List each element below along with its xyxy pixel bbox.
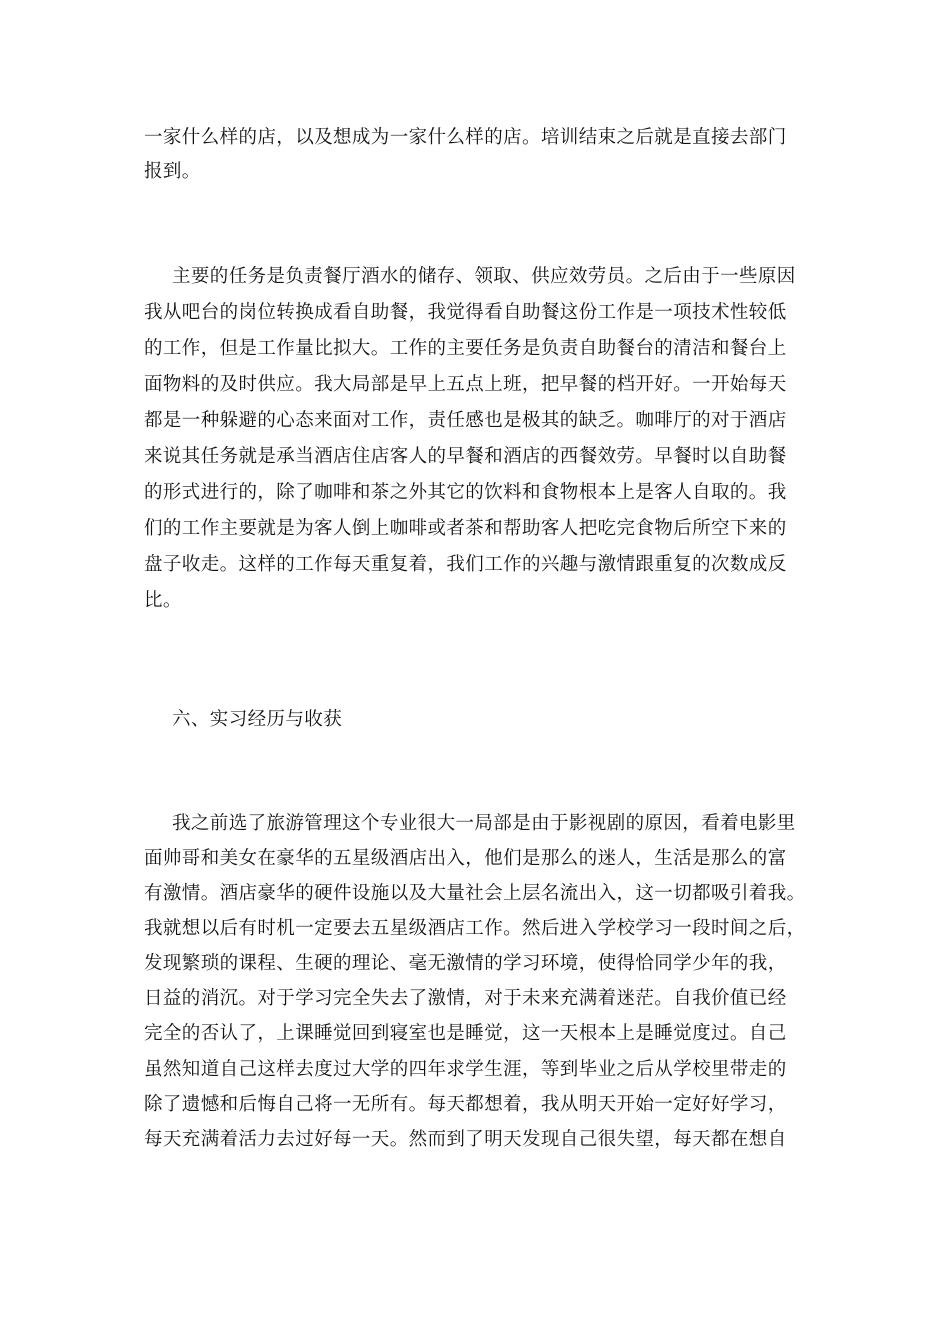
paragraph-3-line-7: 完全的否认了，上课睡觉回到寝室也是睡觉，这一天根本上是睡觉度过。自己	[144, 1023, 787, 1044]
section-heading: 六、实习经历与收获	[172, 709, 343, 730]
paragraph-2-line-8: 们的工作主要就是为客人倒上咖啡或者茶和帮助客人把吃完食物后所空下来的	[144, 518, 787, 539]
paragraph-3-line-1: 我之前选了旅游管理这个专业很大一局部是由于影视剧的原因，看着电影里	[172, 813, 796, 834]
paragraph-2-line-4: 面物料的及时供应。我大局部是早上五点上班，把早餐的档开好。一开始每天	[144, 374, 787, 395]
paragraph-2-line-10: 比。	[144, 590, 182, 611]
paragraph-2-line-1: 主要的任务是负责餐厅酒水的储存、领取、供应效劳员。之后由于一些原因	[172, 266, 796, 287]
paragraph-2-line-2: 我从吧台的岗位转换成看自助餐，我觉得看自助餐这份工作是一项技术性较低	[144, 302, 787, 323]
paragraph-3-line-10: 每天充满着活力去过好每一天。然而到了明天发现自己很失望，每天都在想自	[144, 1129, 787, 1150]
paragraph-3-line-8: 虽然知道自己这样去度过大学的四年求学生涯，等到毕业之后从学校里带走的	[144, 1059, 787, 1080]
paragraph-3-line-9: 除了遗憾和后悔自己将一无所有。每天都想着，我从明天开始一定好好学习，	[144, 1094, 787, 1115]
paragraph-1-line-2: 报到。	[144, 161, 201, 182]
paragraph-1-line-1: 一家什么样的店，以及想成为一家什么样的店。培训结束之后就是直接去部门	[144, 127, 787, 148]
paragraph-2-line-3: 的工作，但是工作量比拟大。工作的主要任务是负责自助餐台的清洁和餐台上	[144, 338, 787, 359]
paragraph-2-line-9: 盘子收走。这样的工作每天重复着，我们工作的兴趣与激情跟重复的次数成反	[144, 554, 787, 575]
paragraph-3-line-4: 我就想以后有时机一定要去五星级酒店工作。然后进入学校学习一段时间之后，	[144, 918, 806, 939]
paragraph-3-line-5: 发现繁琐的课程、生硬的理论、毫无激情的学习环境，使得恰同学少年的我，	[144, 953, 787, 974]
paragraph-3-line-2: 面帅哥和美女在豪华的五星级酒店出入，他们是那么的迷人，生活是那么的富	[144, 848, 787, 869]
paragraph-2-line-5: 都是一种躲避的心态来面对工作，责任感也是极其的缺乏。咖啡厅的对于酒店	[144, 410, 787, 431]
paragraph-3-line-3: 有激情。酒店豪华的硬件设施以及大量社会上层名流出入，这一切都吸引着我。	[144, 883, 806, 904]
paragraph-3-line-6: 日益的消沉。对于学习完全失去了激情，对于未来充满着迷茫。自我价值已经	[144, 988, 787, 1009]
paragraph-2-line-6: 来说其任务就是承当酒店住店客人的早餐和酒店的西餐效劳。早餐时以自助餐	[144, 446, 787, 467]
paragraph-2-line-7: 的形式进行的，除了咖啡和茶之外其它的饮料和食物根本上是客人自取的。我	[144, 482, 787, 503]
